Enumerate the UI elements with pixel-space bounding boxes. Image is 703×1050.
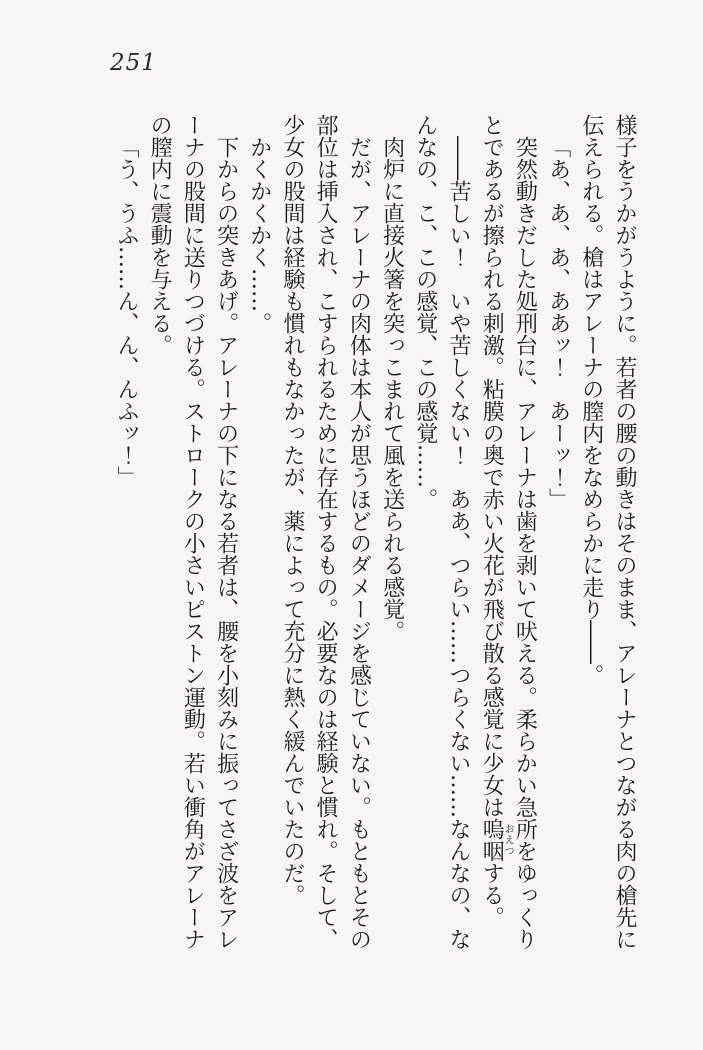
paragraph: ――苦しい！ いや苦しくない！ ああ、つらい……つらくない……なんなの、なんなの、こ、この感覚、この感覚……。: [412, 114, 471, 950]
paragraph: 「あ、あ、あ、ああッ！ あーッ！」: [545, 136, 571, 510]
paragraph: 「う、うふ……ん、ん、んふッ！」: [113, 136, 139, 488]
paragraph: かくかくかく……。: [246, 136, 272, 334]
paragraph: 肉炉に直接火箸を突っこまれて風を送られる感覚。: [379, 136, 405, 642]
furigana: おえつ: [502, 818, 514, 862]
paragraph: 下からの突きあげ。アレーナの下になる若者は、腰を小刻みに振ってさざ波をアレーナの股間に送りつづける。ストロークの小さいピストン運動。若い衝角がアレーナの膣内に震動を与える。: [147, 114, 239, 950]
ruby-annotated-word: 嗚咽おえつ: [479, 818, 514, 862]
paragraph: 突然動きだした処刑台に、アレーナは歯を剥いて吠える。柔らかい急所をゆっくりとであるが擦られる刺激。粘膜の奥で赤い火花が飛び散る感覚に少女は嗚咽おえつする。: [479, 114, 538, 950]
text-block: [110, 114, 641, 952]
paragraph: だが、アレーナの肉体は本人が思うほどのダメージを感じていない。もともとその部位は挿入され、こすられるために存在するもの。必要なのは経験と慣れ。そして、少女の股間は経験も慣れもなかったが、薬によって充分に熱く緩んでいたのだ。: [279, 114, 372, 950]
page-number: 251: [110, 50, 157, 76]
paragraph: 様子をうかがうように。若者の腰の動きはそのまま、アレーナとつながる肉の槍先に伝えられる。槍はアレーナの膣内をなめらかに走り――。: [578, 114, 637, 950]
